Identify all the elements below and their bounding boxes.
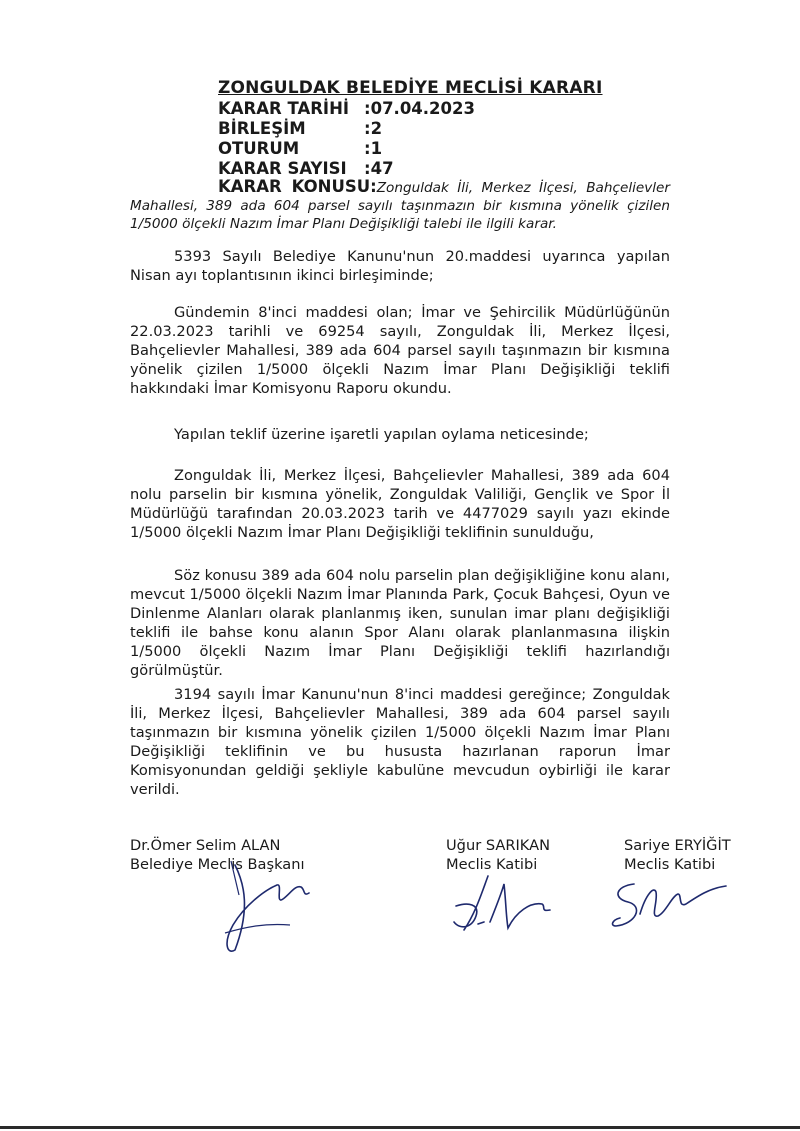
decision-number-value: :47 xyxy=(364,159,394,178)
decision-subject xyxy=(130,178,670,233)
document-header xyxy=(218,78,603,179)
decision-number-label: KARAR SAYISI xyxy=(218,159,347,178)
paragraph-vote: Yapılan teklif üzerine işaretli yapılan oylama neticesinde; xyxy=(174,426,589,443)
handwritten-signature-president xyxy=(205,855,335,965)
decision-date-label: KARAR TARİHİ xyxy=(218,99,350,118)
signatory-name: Dr.Ömer Selim ALAN xyxy=(130,837,281,854)
signatory-title: Belediye Meclis Başkanı xyxy=(130,856,305,873)
sitting-row xyxy=(218,139,603,159)
session-value: :2 xyxy=(364,119,383,138)
decision-date-row xyxy=(218,99,603,119)
document-title: ZONGULDAK BELEDİYE MECLİSİ KARARI xyxy=(218,78,603,98)
page-bottom-edge xyxy=(0,1126,800,1129)
subject-label: KARAR KONUSU: xyxy=(218,177,377,196)
paragraph-agenda: Gündemin 8'inci maddesi olan; İmar ve Şehircilik Müdürlüğünün 22.03.2023 tarihli ve 69254 sayılı, Zonguldak İli, Merkez İlçesi, Bahçelievler Mahallesi, 389 ada 604 parsel sayılı taşınmazın bir kısmına yönelik çizilen 1/5000 ölçekli Nazım İmar Planı Değişikliği teklifi hakkındaki İmar Komisyonu Raporu okundu. xyxy=(130,304,670,397)
paragraph-decision: 3194 sayılı İmar Kanunu'nun 8'inci maddesi gereğince; Zonguldak İli, Merkez İlçesi, Bahçelievler Mahallesi, 389 ada 604 parsel sayılı taşınmazın bir kısmına yönelik çizilen 1/5000 ölçekli Nazım İmar Planı Değişikliği teklifinin ve bu hususta hazırlanan raporun İmar Komisyonundan geldiği şekliyle kabulüne mevcudun oybirliği ile karar verildi. xyxy=(130,686,670,798)
paragraph-proposal: Zonguldak İli, Merkez İlçesi, Bahçelievler Mahallesi, 389 ada 604 nolu parselin bir kısmına yönelik, Zonguldak Valiliği, Gençlik ve Spor İl Müdürlüğü tarafından 20.03.2023 tarih ve 4477029 sayılı yazı ekinde 1/5000 ölçekli Nazım İmar Planı Değişikliği teklifinin sunulduğu, xyxy=(130,467,670,541)
handwritten-signature-clerk-2 xyxy=(606,874,736,934)
decision-date-value: :07.04.2023 xyxy=(364,99,475,118)
session-row xyxy=(218,119,603,139)
subject-text: Zonguldak İli, Merkez İlçesi, Bahçelievler Mahallesi, 389 ada 604 parsel sayılı taşınmazın bir kısmına yönelik çizilen 1/5000 ölçekli Nazım İmar Planı Değişikliği talebi ile ilgili karar. xyxy=(130,180,671,232)
session-label: BİRLEŞİM xyxy=(218,119,306,138)
signatory-title: Meclis Katibi xyxy=(446,856,538,873)
paragraph-assessment: Söz konusu 389 ada 604 nolu parselin plan değişikliğine konu alanı, mevcut 1/5000 ölçekli Nazım İmar Planında Park, Çocuk Bahçesi, Oyun ve Dinlenme Alanları olarak planlanmış iken, sunulan imar planı değişikliği teklifi ile bahse konu alanın Spor Alanı olarak planlanmasına ilişkin 1/5000 ölçekli Nazım İmar Planı Değişikliği teklifi hazırlandığı görülmüştür. xyxy=(130,567,670,679)
signatory-name: Sariye ERYİĞİT xyxy=(624,837,731,854)
paragraph-intro: 5393 Sayılı Belediye Kanunu'nun 20.maddesi uyarınca yapılan Nisan ayı toplantısının ikinci birleşiminde; xyxy=(130,248,670,284)
sitting-label: OTURUM xyxy=(218,139,300,158)
signatory-name: Uğur SARIKAN xyxy=(446,837,551,854)
signatory-title: Meclis Katibi xyxy=(624,856,716,873)
handwritten-signature-clerk-1 xyxy=(446,872,556,942)
signature-block-clerk-1 xyxy=(446,836,550,874)
decision-number-row xyxy=(218,159,603,179)
signature-block-clerk-2 xyxy=(624,836,731,874)
sitting-value: :1 xyxy=(364,139,383,158)
